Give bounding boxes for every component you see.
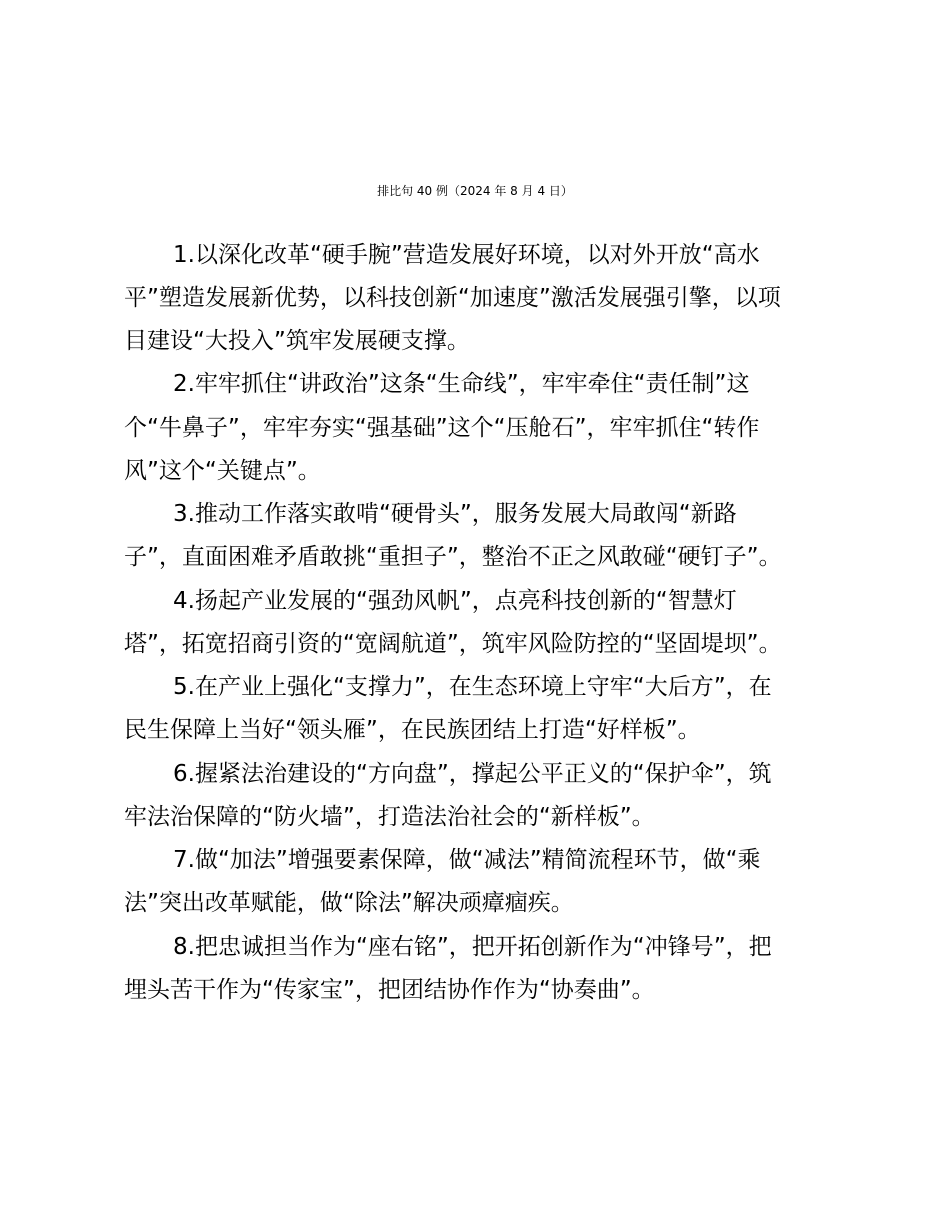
- paragraph-2-line-1: 2.牢牢抓住“讲政治”这条“生命线”，牢牢牵住“责任制”这: [173, 371, 750, 397]
- paragraph-1-line-3: 目建设“大投入”筑牢发展硬支撑。: [124, 328, 470, 354]
- paragraph-4-line-1: 4.扬起产业发展的“强劲风帆”，点亮科技创新的“智慧灯: [173, 588, 737, 614]
- paragraph-3-line-1: 3.推动工作落实敢啃“硬骨头”，服务发展大局敢闯“新路: [173, 501, 737, 527]
- document-title: 排比句 40 例（2024 年 8 月 4 日）: [377, 184, 573, 198]
- paragraph-1-line-2: 平”塑造发展新优势，以科技创新“加速度”激活发展强引擎，以项: [124, 285, 781, 311]
- paragraph-2-line-2: 个“牛鼻子”，牢牢夯实“强基础”这个“压舱石”，牢牢抓住“转作: [124, 415, 760, 441]
- paragraph-8-line-1: 8.把忠诚担当作为“座右铭”，把开拓创新作为“冲锋号”，把: [173, 934, 772, 960]
- paragraph-6-line-1: 6.握紧法治建设的“方向盘”，撑起公平正义的“保护伞”，筑: [173, 761, 772, 787]
- paragraph-7-line-1: 7.做“加法”增强要素保障，做“减法”精简流程环节，做“乘: [173, 847, 761, 873]
- paragraph-8-line-2: 埋头苦干作为“传家宝”，把团结协作作为“协奏曲”。: [124, 977, 655, 1003]
- paragraph-7-line-2: 法”突出改革赋能，做“除法”解决顽瘴痼疾。: [124, 890, 574, 916]
- paragraph-5-line-1: 5.在产业上强化“支撑力”，在生态环境上守牢“大后方”，在: [173, 674, 772, 700]
- paragraph-3-line-2: 子”，直面困难矛盾敢挑“重担子”，整治不正之风敢碰“硬钉子”。: [124, 544, 782, 570]
- paragraph-1-line-1: 1.以深化改革“硬手腕”营造发展好环境，以对外开放“高水: [173, 242, 760, 268]
- paragraph-4-line-2: 塔”，拓宽招商引资的“宽阔航道”，筑牢风险防控的“坚固堤坝”。: [124, 631, 782, 657]
- paragraph-2-line-3: 风”这个“关键点”。: [124, 458, 321, 484]
- paragraph-6-line-2: 牢法治保障的“防火墙”，打造法治社会的“新样板”。: [124, 804, 655, 830]
- paragraph-5-line-2: 民生保障上当好“领头雁”，在民族团结上打造“好样板”。: [124, 717, 701, 743]
